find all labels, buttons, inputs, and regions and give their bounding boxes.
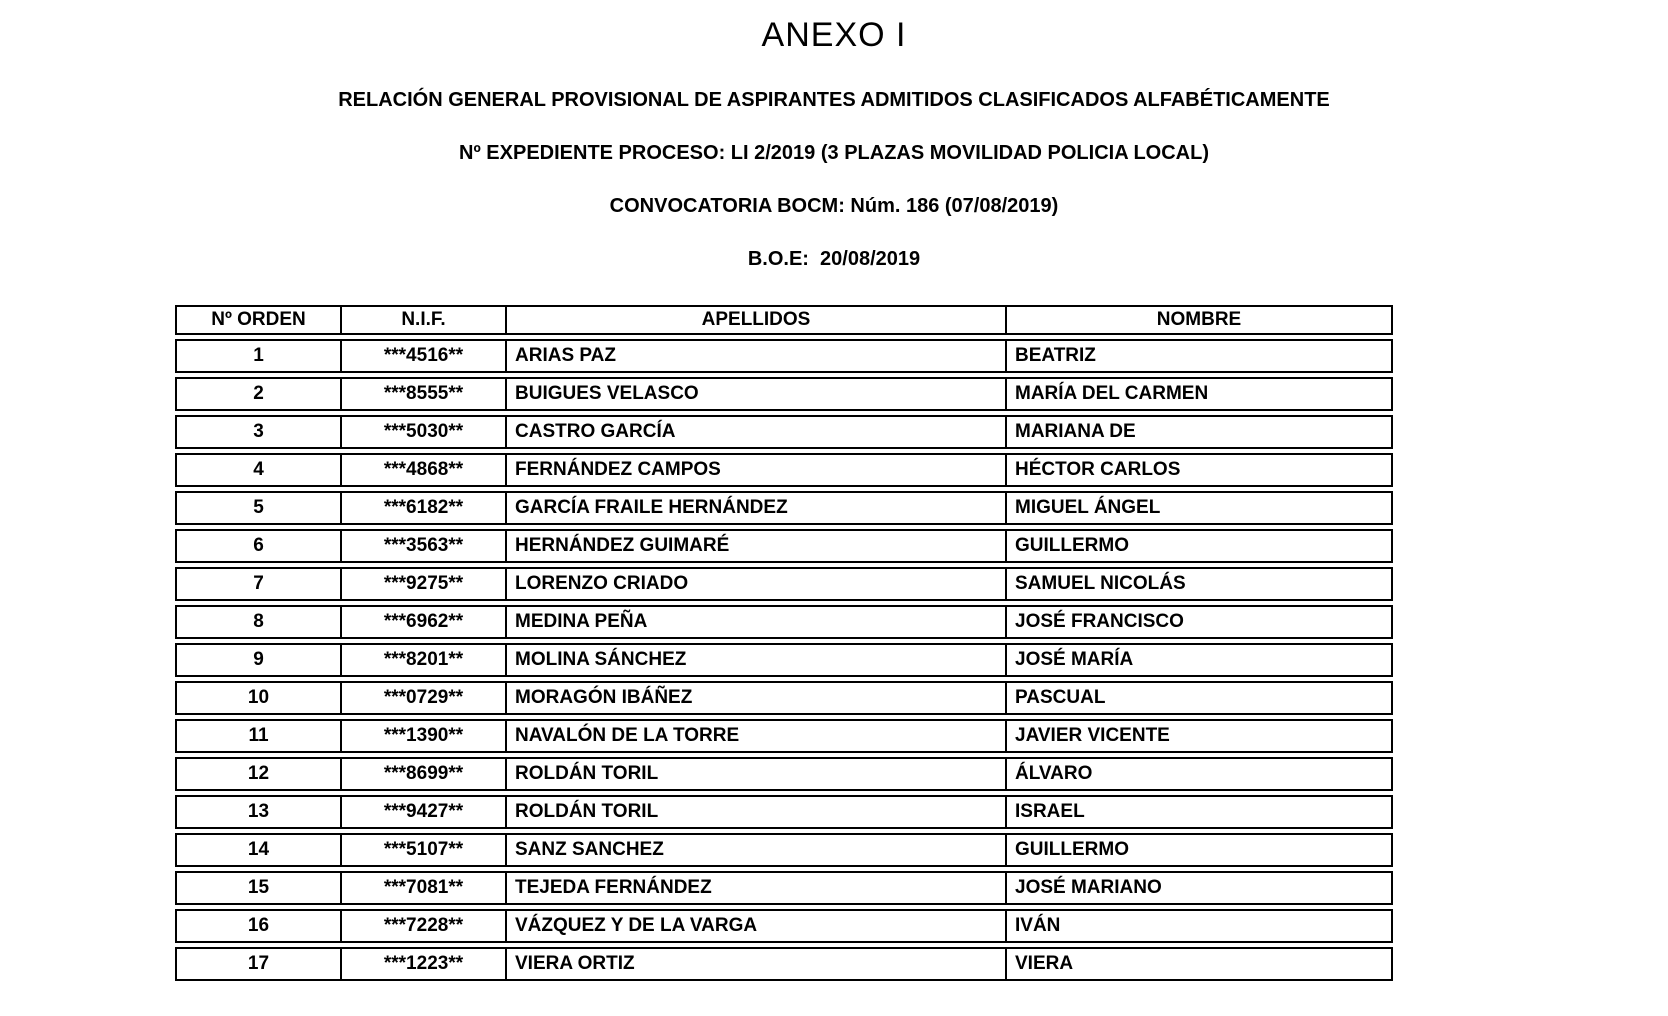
cell-nombre: JOSÉ MARIANO bbox=[1005, 871, 1393, 905]
cell-nif: ***5030** bbox=[340, 415, 505, 449]
cell-orden: 8 bbox=[175, 605, 340, 639]
cell-apellidos: SANZ SANCHEZ bbox=[505, 833, 1005, 867]
cell-nif: ***5107** bbox=[340, 833, 505, 867]
cell-orden: 14 bbox=[175, 833, 340, 867]
cell-apellidos: ROLDÁN TORIL bbox=[505, 795, 1005, 829]
cell-nif: ***3563** bbox=[340, 529, 505, 563]
table-row bbox=[175, 833, 1393, 867]
cell-nif: ***7081** bbox=[340, 871, 505, 905]
table-row bbox=[175, 947, 1393, 981]
page-title: ANEXO I bbox=[761, 16, 907, 54]
cell-orden: 13 bbox=[175, 795, 340, 829]
header-nif: N.I.F. bbox=[340, 305, 505, 335]
cell-apellidos: LORENZO CRIADO bbox=[505, 567, 1005, 601]
table-row bbox=[175, 567, 1393, 601]
cell-nombre: SAMUEL NICOLÁS bbox=[1005, 567, 1393, 601]
cell-nombre: MARÍA DEL CARMEN bbox=[1005, 377, 1393, 411]
cell-nombre: PASCUAL bbox=[1005, 681, 1393, 715]
cell-orden: 11 bbox=[175, 719, 340, 753]
cell-orden: 15 bbox=[175, 871, 340, 905]
cell-nif: ***8555** bbox=[340, 377, 505, 411]
cell-nif: ***4868** bbox=[340, 453, 505, 487]
cell-nombre: GUILLERMO bbox=[1005, 529, 1393, 563]
header-orden: Nº ORDEN bbox=[175, 305, 340, 335]
cell-nombre: JOSÉ MARÍA bbox=[1005, 643, 1393, 677]
cell-orden: 10 bbox=[175, 681, 340, 715]
cell-orden: 16 bbox=[175, 909, 340, 943]
subtitle-boe: B.O.E: 20/08/2019 bbox=[747, 248, 921, 270]
cell-orden: 2 bbox=[175, 377, 340, 411]
cell-nombre: JAVIER VICENTE bbox=[1005, 719, 1393, 753]
cell-nif: ***4516** bbox=[340, 339, 505, 373]
cell-nombre: HÉCTOR CARLOS bbox=[1005, 453, 1393, 487]
cell-nombre: IVÁN bbox=[1005, 909, 1393, 943]
table-row bbox=[175, 415, 1393, 449]
cell-nombre: MIGUEL ÁNGEL bbox=[1005, 491, 1393, 525]
cell-nombre: GUILLERMO bbox=[1005, 833, 1393, 867]
aspirantes-table-container bbox=[175, 301, 1393, 985]
cell-apellidos: CASTRO GARCÍA bbox=[505, 415, 1005, 449]
cell-apellidos: FERNÁNDEZ CAMPOS bbox=[505, 453, 1005, 487]
table-row bbox=[175, 909, 1393, 943]
cell-orden: 7 bbox=[175, 567, 340, 601]
cell-nif: ***8201** bbox=[340, 643, 505, 677]
cell-nif: ***0729** bbox=[340, 681, 505, 715]
cell-apellidos: ARIAS PAZ bbox=[505, 339, 1005, 373]
cell-apellidos: MEDINA PEÑA bbox=[505, 605, 1005, 639]
table-row bbox=[175, 643, 1393, 677]
cell-nif: ***1390** bbox=[340, 719, 505, 753]
cell-apellidos: ROLDÁN TORIL bbox=[505, 757, 1005, 791]
cell-orden: 6 bbox=[175, 529, 340, 563]
subtitle-relacion: RELACIÓN GENERAL PROVISIONAL DE ASPIRANTES ADMITIDOS CLASIFICADOS ALFABÉTICAMENTE bbox=[338, 89, 1330, 111]
cell-nif: ***9275** bbox=[340, 567, 505, 601]
cell-orden: 3 bbox=[175, 415, 340, 449]
cell-nif: ***8699** bbox=[340, 757, 505, 791]
table-header-row bbox=[175, 305, 1393, 335]
cell-nombre: ISRAEL bbox=[1005, 795, 1393, 829]
table-row bbox=[175, 719, 1393, 753]
cell-nif: ***7228** bbox=[340, 909, 505, 943]
cell-orden: 1 bbox=[175, 339, 340, 373]
cell-nombre: MARIANA DE bbox=[1005, 415, 1393, 449]
cell-apellidos: HERNÁNDEZ GUIMARÉ bbox=[505, 529, 1005, 563]
cell-apellidos: MOLINA SÁNCHEZ bbox=[505, 643, 1005, 677]
cell-nif: ***6962** bbox=[340, 605, 505, 639]
cell-orden: 12 bbox=[175, 757, 340, 791]
subtitle-convocatoria: CONVOCATORIA BOCM: Núm. 186 (07/08/2019) bbox=[609, 195, 1059, 217]
cell-nombre: VIERA bbox=[1005, 947, 1393, 981]
cell-nombre: ÁLVARO bbox=[1005, 757, 1393, 791]
table-row bbox=[175, 339, 1393, 373]
cell-apellidos: NAVALÓN DE LA TORRE bbox=[505, 719, 1005, 753]
cell-apellidos: MORAGÓN IBÁÑEZ bbox=[505, 681, 1005, 715]
cell-orden: 17 bbox=[175, 947, 340, 981]
table-row bbox=[175, 453, 1393, 487]
header-apellidos: APELLIDOS bbox=[505, 305, 1005, 335]
table-row bbox=[175, 757, 1393, 791]
table-row bbox=[175, 605, 1393, 639]
table-row bbox=[175, 377, 1393, 411]
table-row bbox=[175, 491, 1393, 525]
header-nombre: NOMBRE bbox=[1005, 305, 1393, 335]
cell-nif: ***6182** bbox=[340, 491, 505, 525]
table-row bbox=[175, 795, 1393, 829]
aspirantes-table bbox=[175, 301, 1393, 985]
table-row bbox=[175, 871, 1393, 905]
cell-apellidos: VIERA ORTIZ bbox=[505, 947, 1005, 981]
subtitle-expediente: Nº EXPEDIENTE PROCESO: LI 2/2019 (3 PLAZAS MOVILIDAD POLICIA LOCAL) bbox=[459, 142, 1209, 164]
cell-orden: 5 bbox=[175, 491, 340, 525]
cell-nombre: BEATRIZ bbox=[1005, 339, 1393, 373]
cell-apellidos: BUIGUES VELASCO bbox=[505, 377, 1005, 411]
cell-apellidos: TEJEDA FERNÁNDEZ bbox=[505, 871, 1005, 905]
table-row bbox=[175, 681, 1393, 715]
cell-nombre: JOSÉ FRANCISCO bbox=[1005, 605, 1393, 639]
cell-orden: 4 bbox=[175, 453, 340, 487]
cell-apellidos: VÁZQUEZ Y DE LA VARGA bbox=[505, 909, 1005, 943]
cell-nif: ***9427** bbox=[340, 795, 505, 829]
cell-nif: ***1223** bbox=[340, 947, 505, 981]
cell-orden: 9 bbox=[175, 643, 340, 677]
table-row bbox=[175, 529, 1393, 563]
cell-apellidos: GARCÍA FRAILE HERNÁNDEZ bbox=[505, 491, 1005, 525]
